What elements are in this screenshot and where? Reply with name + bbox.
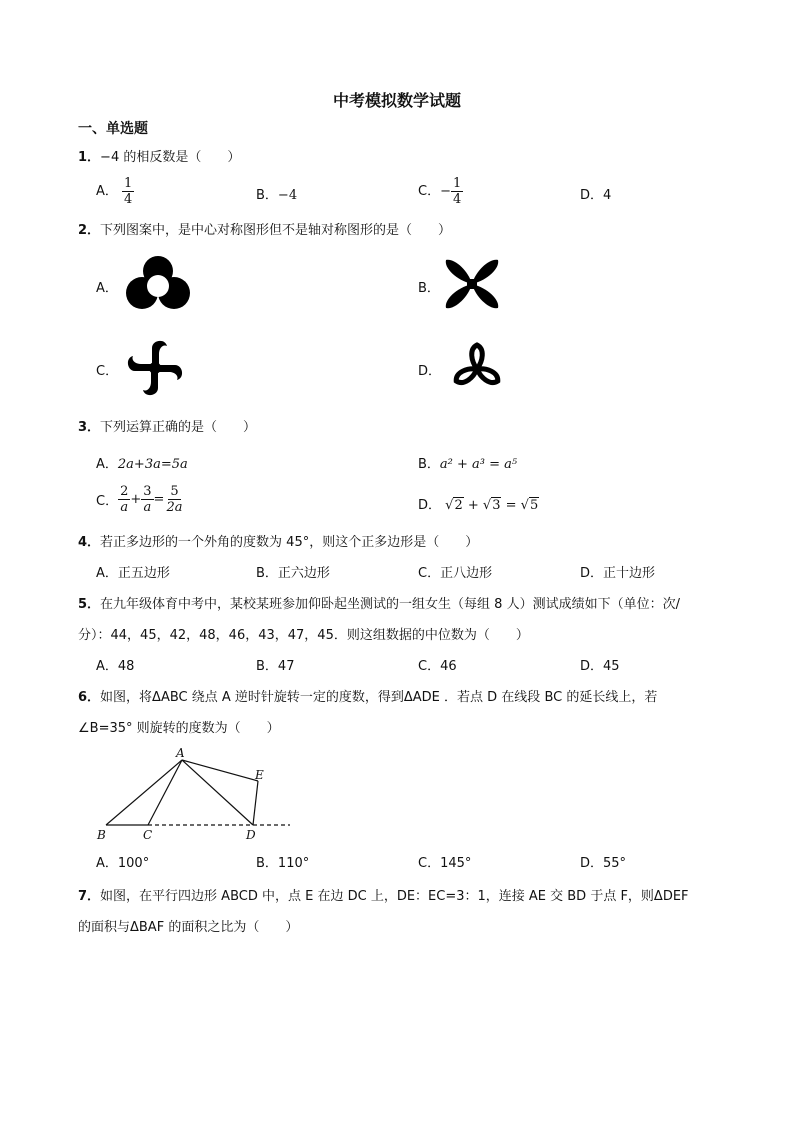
segment-ac (148, 760, 182, 825)
plus-sign: + (463, 498, 483, 513)
q6-option-d[interactable]: D．55° (580, 856, 627, 871)
q3-option-b-label: B． (418, 457, 440, 472)
radicand: 5 (529, 498, 539, 513)
q5-option-d[interactable]: D．45 (580, 659, 620, 674)
question-5-text-line-1: 在九年级体育中考中，某校某班参加仰卧起坐测试的一组女生（每组 8 人）测试成绩如下（单位：次/ (100, 597, 680, 612)
q6-option-a[interactable]: A．100° (96, 856, 150, 871)
fraction-numerator: 2 (120, 484, 129, 499)
question-7-number: 7． (78, 889, 101, 904)
q3-option-a[interactable] (96, 453, 188, 472)
point-label-e: E (255, 768, 264, 782)
question-4-stem (78, 531, 478, 550)
square-root: √2 (445, 498, 463, 513)
fraction (451, 176, 463, 207)
fraction-numerator: 3 (143, 484, 152, 499)
question-6-text-line-2: ∠B=35° 则旋转的度数为（ ） (78, 721, 280, 736)
fraction (141, 484, 153, 515)
question-7-text-line-2: 的面积与ΔBAF 的面积之比为（ ） (78, 920, 299, 935)
square-root: √5 (520, 498, 539, 513)
question-3-text: 下列运算正确的是（ ） (100, 420, 257, 435)
point-label-c: C (143, 828, 153, 842)
fraction-numerator: 5 (170, 484, 179, 499)
q3-option-b[interactable] (418, 453, 517, 472)
q4-option-a[interactable]: A．正五边形 (96, 566, 170, 581)
q3-option-c-label: C． (96, 494, 119, 509)
fraction (122, 176, 134, 207)
q4-option-c[interactable]: C．正八边形 (418, 566, 493, 581)
question-1-text: −4 的相反数是（ ） (100, 150, 241, 165)
fraction-denominator: a (143, 500, 152, 515)
point-label-a: A (176, 746, 185, 760)
fraction-denominator: 4 (124, 192, 133, 207)
question-5-number: 5． (78, 597, 101, 612)
q5-option-a[interactable]: A．48 (96, 659, 135, 674)
fraction (164, 484, 184, 515)
question-2-stem (78, 219, 451, 238)
minus-sign: − (440, 184, 451, 199)
q5-option-b[interactable]: B．47 (256, 659, 295, 674)
q2-option-b-label[interactable]: B． (418, 281, 440, 296)
question-6-text-line-1: 如图，将ΔABC 绕点 A 逆时针旋转一定的度数，得到ΔADE ．若点 D 在线段 BC 的延长线上，若 (100, 690, 658, 705)
fraction-denominator: 2a (166, 500, 183, 515)
question-3-number: 3． (78, 420, 101, 435)
question-2-number: 2． (78, 223, 101, 238)
q1-option-d-label: D． (580, 188, 604, 203)
q1-option-d[interactable] (580, 184, 611, 203)
q4-option-d[interactable]: D．正十边形 (580, 566, 656, 581)
question-6-stem-line-1 (78, 686, 657, 705)
q2-option-a-label[interactable]: A． (96, 281, 118, 296)
q3-option-d-label: D． (418, 498, 442, 513)
question-4-text: 若正多边形的一个外角的度数为 45°，则这个正多边形是（ ） (100, 535, 479, 550)
section-heading: 一、单选题 (78, 121, 148, 137)
q3-option-c[interactable] (96, 484, 184, 515)
question-1-stem (78, 146, 240, 165)
q2-option-d-label[interactable]: D． (418, 364, 442, 379)
fraction-numerator: 1 (452, 176, 462, 191)
q2-figure-b-four-petal-icon (444, 258, 500, 310)
question-7-stem-line-1 (78, 885, 689, 904)
q2-option-c-label[interactable]: C． (96, 364, 119, 379)
question-3-stem (78, 416, 256, 435)
q1-option-a[interactable] (96, 176, 134, 207)
q6-option-c[interactable]: C．145° (418, 856, 472, 871)
fraction-numerator: 1 (124, 176, 133, 191)
point-label-d: D (246, 828, 256, 842)
q5-option-c[interactable]: C．46 (418, 659, 457, 674)
question-1-number: 1． (78, 150, 101, 165)
q6-triangle-rotation-figure (90, 745, 300, 845)
question-7-text-line-1: 如图，在平行四边形 ABCD 中，点 E 在边 DC 上，DE：EC=3：1，连接 AE 交 BD 于点 F，则ΔDEF (100, 889, 689, 904)
question-2-text: 下列图案中，是中心对称图形但不是轴对称图形的是（ ） (100, 223, 452, 238)
radicand: 2 (454, 498, 463, 513)
q1-option-b[interactable] (256, 184, 297, 203)
q1-option-c-label: C． (418, 184, 441, 199)
radicand: 3 (492, 498, 501, 513)
fraction-denominator: 4 (452, 192, 462, 207)
q3-option-d[interactable] (418, 494, 539, 513)
segment-de (253, 781, 258, 825)
q1-option-c[interactable] (418, 176, 463, 207)
square-root: √3 (482, 498, 501, 513)
q4-option-b[interactable]: B．正六边形 (256, 566, 330, 581)
q3-option-a-expression: 2a+3a=5a (117, 457, 188, 472)
q1-option-b-value: −4 (277, 188, 298, 203)
point-label-b: B (97, 828, 106, 842)
question-6-number: 6． (78, 690, 101, 705)
question-5-stem-line-1 (78, 593, 680, 612)
question-4-number: 4． (78, 535, 101, 550)
q2-figure-c-pinwheel-icon (124, 338, 186, 398)
q1-option-d-value: 4 (603, 188, 612, 203)
equals-sign: = (501, 498, 521, 513)
fraction-denominator: a (120, 500, 129, 515)
q6-option-b[interactable]: B．110° (256, 856, 310, 871)
page-title: 中考模拟数学试题 (332, 91, 461, 110)
q1-option-a-label: A． (96, 184, 118, 199)
q1-option-b-label: B． (256, 188, 278, 203)
plus-sign: + (130, 492, 142, 507)
fraction (118, 484, 130, 515)
q2-figure-d-ribbon-icon (446, 340, 510, 396)
q3-option-a-label: A． (96, 457, 118, 472)
segment-ab (106, 760, 182, 825)
equals-sign: = (153, 492, 165, 507)
q2-figure-a-trefoil-icon (126, 255, 190, 313)
question-5-text-line-2: 分）：44，45，42，48，46，43，47，45．则这组数据的中位数为（ ） (78, 628, 529, 643)
q3-option-b-expression: a² + a³ = a⁵ (439, 457, 518, 472)
